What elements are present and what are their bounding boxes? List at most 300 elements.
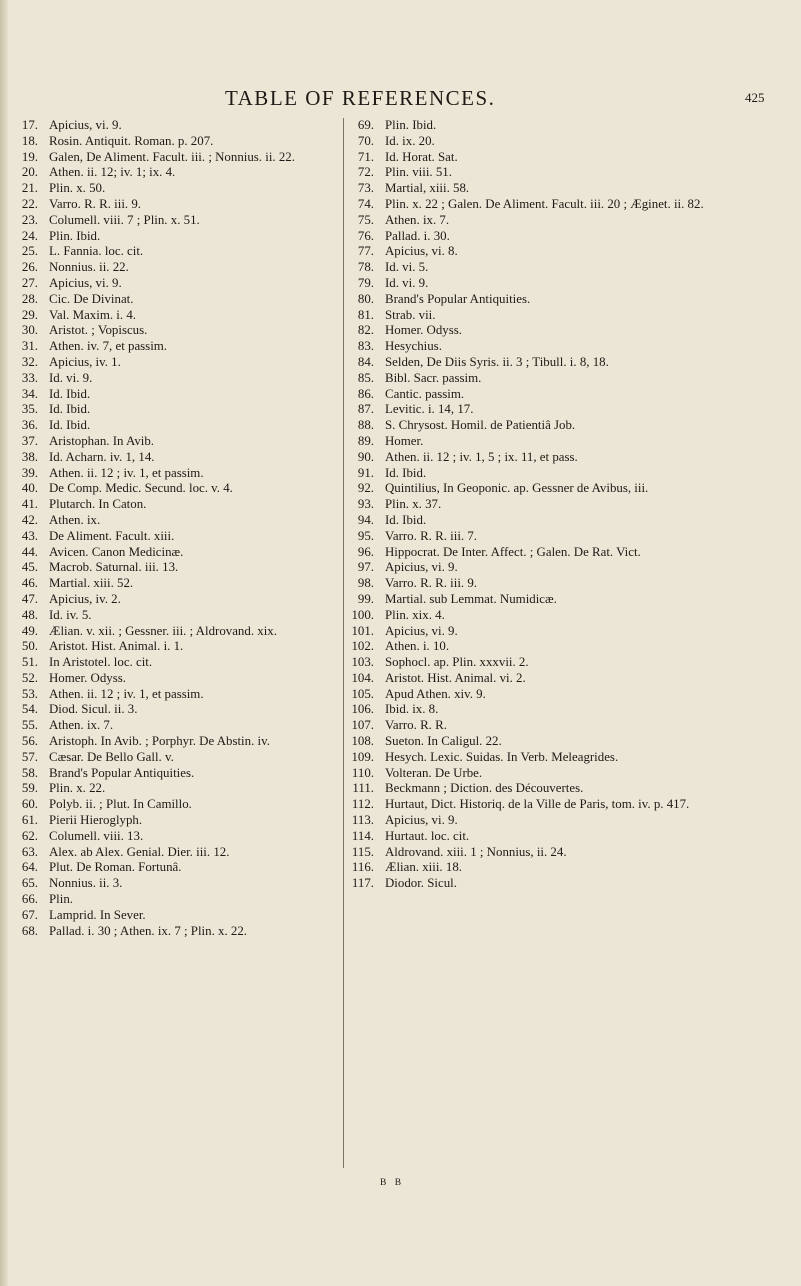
- reference-entry: [16, 150, 338, 166]
- reference-entry: [16, 308, 338, 324]
- reference-text: Hurtaut, Dict. Historiq. de la Ville de Paris, tom. iv. p. 417.: [385, 797, 690, 812]
- reference-entry: [348, 355, 788, 371]
- reference-entry: [16, 813, 338, 829]
- reference-number: 55.: [21, 718, 38, 733]
- reference-text: Athen. ix. 7.: [49, 718, 114, 733]
- reference-text: Hesychius.: [385, 339, 442, 354]
- reference-number: 104.: [351, 670, 374, 685]
- reference-number: 87.: [357, 402, 374, 417]
- reference-text: Pierii Hieroglyph.: [49, 813, 143, 828]
- reference-entry: [348, 718, 788, 734]
- reference-entry: [348, 323, 788, 339]
- reference-text: Id. vi. 5.: [385, 260, 429, 275]
- reference-text: Id. Horat. Sat.: [385, 149, 458, 164]
- reference-entry: [16, 608, 338, 624]
- reference-text: Nonnius. ii. 22.: [49, 260, 129, 275]
- reference-number: 30.: [21, 323, 38, 338]
- reference-entry: [16, 892, 338, 908]
- reference-text: Homer.: [385, 433, 424, 448]
- reference-text: Varro. R. R. iii. 9.: [49, 196, 142, 211]
- reference-entry: [16, 908, 338, 924]
- reference-entry: [348, 813, 788, 829]
- reference-text: Homer. Odyss.: [49, 670, 126, 685]
- reference-entry: [16, 845, 338, 861]
- reference-entry: [348, 197, 788, 213]
- reference-entry: [348, 545, 788, 561]
- reference-number: 27.: [21, 275, 38, 290]
- reference-text: Aristot. ; Vopiscus.: [49, 323, 148, 338]
- reference-number: 108.: [351, 734, 374, 749]
- reference-entry: [16, 181, 338, 197]
- reference-number: 65.: [21, 876, 38, 891]
- reference-number: 43.: [21, 528, 38, 543]
- reference-entry: [348, 734, 788, 750]
- reference-text: Strab. vii.: [385, 307, 436, 322]
- reference-number: 77.: [357, 244, 374, 259]
- reference-number: 51.: [21, 655, 38, 670]
- reference-number: 18.: [21, 133, 38, 148]
- reference-text: Id. Ibid.: [49, 386, 91, 401]
- reference-entry: [348, 860, 788, 876]
- reference-text: Apicius, vi. 9.: [385, 560, 458, 575]
- reference-text: Beckmann ; Diction. des Découvertes.: [385, 781, 584, 796]
- reference-text: Aristot. Hist. Animal. i. 1.: [49, 639, 184, 654]
- reference-entry: [16, 592, 338, 608]
- reference-number: 115.: [351, 844, 374, 859]
- reference-number: 67.: [21, 907, 38, 922]
- reference-entry: [16, 687, 338, 703]
- reference-entry: [16, 292, 338, 308]
- reference-text: Hippocrat. De Inter. Affect. ; Galen. De Rat. Vict.: [385, 544, 641, 559]
- reference-entry: [16, 244, 338, 260]
- reference-entry: [348, 829, 788, 845]
- reference-number: 35.: [21, 402, 38, 417]
- reference-text: Pallad. i. 30 ; Athen. ix. 7 ; Plin. x. 22.: [49, 923, 248, 938]
- reference-entry: [16, 323, 338, 339]
- reference-number: 22.: [21, 196, 38, 211]
- reference-entry: [348, 466, 788, 482]
- reference-text: Avicen. Canon Medicinæ.: [49, 544, 184, 559]
- reference-text: Id. Ibid.: [385, 512, 427, 527]
- reference-entry: [348, 687, 788, 703]
- reference-number: 25.: [21, 244, 38, 259]
- reference-number: 44.: [21, 544, 38, 559]
- reference-text: Galen, De Aliment. Facult. iii. ; Nonnius. ii. 22.: [49, 149, 295, 164]
- reference-number: 92.: [357, 481, 374, 496]
- reference-entry: [348, 766, 788, 782]
- reference-text: Apicius, vi. 9.: [385, 813, 458, 828]
- column-divider: [343, 118, 344, 1168]
- reference-number: 110.: [351, 765, 374, 780]
- reference-text: Aristot. Hist. Animal. vi. 2.: [385, 670, 526, 685]
- reference-number: 38.: [21, 449, 38, 464]
- reference-text: Apud Athen. xiv. 9.: [385, 686, 486, 701]
- reference-number: 81.: [357, 307, 374, 322]
- reference-text: Selden, De Diis Syris. ii. 3 ; Tibull. i. 8, 18.: [385, 354, 609, 369]
- reference-text: Alex. ab Alex. Genial. Dier. iii. 12.: [49, 844, 230, 859]
- reference-number: 106.: [351, 702, 374, 717]
- reference-entry: [348, 497, 788, 513]
- reference-entry: [348, 371, 788, 387]
- reference-entry: [348, 750, 788, 766]
- reference-text: Cantic. passim.: [385, 386, 465, 401]
- reference-number: 31.: [21, 339, 38, 354]
- reference-text: Athen. ix.: [49, 512, 101, 527]
- reference-number: 52.: [21, 670, 38, 685]
- reference-entry: [16, 560, 338, 576]
- reference-entry: [16, 276, 338, 292]
- reference-text: Plin. xix. 4.: [385, 607, 445, 622]
- reference-number: 26.: [21, 260, 38, 275]
- reference-entry: [16, 165, 338, 181]
- reference-entry: [16, 213, 338, 229]
- reference-number: 112.: [351, 797, 374, 812]
- reference-number: 75.: [357, 212, 374, 227]
- reference-number: 89.: [357, 433, 374, 448]
- reference-text: Apicius, vi. 9.: [49, 275, 122, 290]
- reference-number: 57.: [21, 749, 38, 764]
- reference-text: Plin. x. 22.: [49, 781, 106, 796]
- reference-entry: [16, 197, 338, 213]
- references-left-column: [16, 118, 338, 939]
- reference-number: 76.: [357, 228, 374, 243]
- reference-number: 63.: [21, 844, 38, 859]
- reference-text: Apicius, vi. 9.: [49, 118, 122, 132]
- reference-number: 23.: [21, 212, 38, 227]
- reference-number: 61.: [21, 813, 38, 828]
- reference-entry: [16, 781, 338, 797]
- reference-entry: [16, 481, 338, 497]
- reference-entry: [348, 608, 788, 624]
- reference-number: 62.: [21, 828, 38, 843]
- reference-text: Macrob. Saturnal. iii. 13.: [49, 560, 179, 575]
- reference-entry: [348, 450, 788, 466]
- reference-text: Columell. viii. 13.: [49, 828, 144, 843]
- reference-text: Levitic. i. 14, 17.: [385, 402, 474, 417]
- reference-text: Ælian. v. xii. ; Gessner. iii. ; Aldrovand. xix.: [49, 623, 277, 638]
- reference-number: 68.: [21, 923, 38, 938]
- reference-number: 37.: [21, 433, 38, 448]
- reference-entry: [16, 339, 338, 355]
- reference-entry: [16, 624, 338, 640]
- reference-number: 42.: [21, 512, 38, 527]
- reference-text: L. Fannia. loc. cit.: [49, 244, 144, 259]
- reference-number: 86.: [357, 386, 374, 401]
- reference-entry: [348, 134, 788, 150]
- reference-number: 93.: [357, 497, 374, 512]
- reference-entry: [16, 876, 338, 892]
- reference-number: 109.: [351, 749, 374, 764]
- reference-entry: [16, 529, 338, 545]
- reference-text: Quintilius, In Geoponic. ap. Gessner de Avibus, iii.: [385, 481, 649, 496]
- reference-text: Plut. De Roman. Fortunâ.: [49, 860, 182, 875]
- reference-entry: [348, 481, 788, 497]
- reference-number: 21.: [21, 181, 38, 196]
- reference-text: Hesych. Lexic. Suidas. In Verb. Meleagrides.: [385, 749, 619, 764]
- reference-entry: [16, 434, 338, 450]
- reference-entry: [16, 402, 338, 418]
- reference-text: Id. vi. 9.: [49, 370, 93, 385]
- reference-number: 58.: [21, 765, 38, 780]
- reference-number: 79.: [357, 275, 374, 290]
- reference-entry: [16, 797, 338, 813]
- reference-number: 111.: [352, 781, 374, 796]
- reference-text: De Comp. Medic. Secund. loc. v. 4.: [49, 481, 233, 496]
- reference-entry: [348, 845, 788, 861]
- reference-number: 78.: [357, 260, 374, 275]
- reference-number: 85.: [357, 370, 374, 385]
- reference-number: 70.: [357, 133, 374, 148]
- reference-entry: [348, 229, 788, 245]
- reference-text: Plin. x. 37.: [385, 497, 442, 512]
- reference-entry: [348, 276, 788, 292]
- reference-number: 96.: [357, 544, 374, 559]
- reference-entry: [16, 497, 338, 513]
- reference-text: Plutarch. In Caton.: [49, 497, 147, 512]
- reference-number: 71.: [357, 149, 374, 164]
- reference-text: Columell. viii. 7 ; Plin. x. 51.: [49, 212, 200, 227]
- reference-text: De Aliment. Facult. xiii.: [49, 528, 175, 543]
- reference-entry: [16, 371, 338, 387]
- reference-number: 74.: [357, 196, 374, 211]
- reference-text: Diod. Sicul. ii. 3.: [49, 702, 138, 717]
- reference-number: 69.: [357, 118, 374, 132]
- reference-entry: [348, 244, 788, 260]
- reference-entry: [348, 402, 788, 418]
- reference-entry: [348, 639, 788, 655]
- reference-text: Apicius, iv. 2.: [49, 591, 121, 606]
- reference-number: 54.: [21, 702, 38, 717]
- reference-text: Brand's Popular Antiquities.: [49, 765, 195, 780]
- reference-number: 48.: [21, 607, 38, 622]
- reference-text: Sophocl. ap. Plin. xxxvii. 2.: [385, 655, 529, 670]
- reference-text: Volteran. De Urbe.: [385, 765, 483, 780]
- reference-text: Val. Maxim. i. 4.: [49, 307, 137, 322]
- reference-text: Homer. Odyss.: [385, 323, 462, 338]
- reference-number: 82.: [357, 323, 374, 338]
- reference-number: 113.: [351, 813, 374, 828]
- reference-entry: [16, 829, 338, 845]
- reference-number: 101.: [351, 623, 374, 638]
- reference-number: 56.: [21, 734, 38, 749]
- reference-entry: [348, 576, 788, 592]
- reference-number: 33.: [21, 370, 38, 385]
- reference-text: Brand's Popular Antiquities.: [385, 291, 531, 306]
- reference-text: Id. ix. 20.: [385, 133, 435, 148]
- reference-number: 84.: [357, 354, 374, 369]
- reference-entry: [348, 150, 788, 166]
- reference-text: Id. Ibid.: [49, 418, 91, 433]
- reference-entry: [16, 387, 338, 403]
- reference-entry: [348, 418, 788, 434]
- reference-text: Athen. ii. 12 ; iv. 1, 5 ; ix. 11, et pass.: [385, 449, 578, 464]
- reference-entry: [16, 466, 338, 482]
- reference-number: 29.: [21, 307, 38, 322]
- reference-entry: [348, 260, 788, 276]
- reference-entry: [348, 308, 788, 324]
- reference-entry: [348, 592, 788, 608]
- reference-number: 88.: [357, 418, 374, 433]
- reference-text: Id. vi. 9.: [385, 275, 429, 290]
- reference-text: Hurtaut. loc. cit.: [385, 828, 470, 843]
- reference-entry: [348, 513, 788, 529]
- reference-entry: [348, 387, 788, 403]
- reference-number: 97.: [357, 560, 374, 575]
- reference-text: Varro. R. R. iii. 7.: [385, 528, 478, 543]
- reference-entry: [16, 545, 338, 561]
- reference-entry: [16, 639, 338, 655]
- reference-entry: [348, 118, 788, 134]
- reference-entry: [348, 529, 788, 545]
- reference-entry: [16, 924, 338, 940]
- reference-text: Plin. Ibid.: [385, 118, 437, 132]
- reference-number: 24.: [21, 228, 38, 243]
- reference-entry: [348, 181, 788, 197]
- reference-entry: [348, 876, 788, 892]
- printer-signature: B B: [380, 1178, 405, 1188]
- reference-entry: [16, 718, 338, 734]
- reference-number: 80.: [357, 291, 374, 306]
- reference-text: Id. Ibid.: [49, 402, 91, 417]
- reference-number: 66.: [21, 892, 38, 907]
- reference-text: In Aristotel. loc. cit.: [49, 655, 153, 670]
- reference-text: Aristoph. In Avib. ; Porphyr. De Abstin. iv.: [49, 734, 270, 749]
- reference-number: 117.: [351, 876, 374, 891]
- reference-text: Varro. R. R. iii. 9.: [385, 576, 478, 591]
- reference-text: Martial, xiii. 58.: [385, 181, 470, 196]
- reference-number: 105.: [351, 686, 374, 701]
- reference-number: 100.: [351, 607, 374, 622]
- reference-text: Ibid. ix. 8.: [385, 702, 439, 717]
- reference-entry: [16, 418, 338, 434]
- reference-entry: [16, 260, 338, 276]
- reference-number: 28.: [21, 291, 38, 306]
- reference-number: 98.: [357, 576, 374, 591]
- reference-number: 53.: [21, 686, 38, 701]
- reference-number: 50.: [21, 639, 38, 654]
- reference-number: 60.: [21, 797, 38, 812]
- reference-entry: [348, 292, 788, 308]
- reference-number: 94.: [357, 512, 374, 527]
- reference-entry: [348, 339, 788, 355]
- reference-entry: [16, 576, 338, 592]
- reference-text: Athen. iv. 7, et passim.: [49, 339, 168, 354]
- reference-number: 103.: [351, 655, 374, 670]
- reference-number: 41.: [21, 497, 38, 512]
- reference-text: Athen. i. 10.: [385, 639, 450, 654]
- reference-text: Pallad. i. 30.: [385, 228, 450, 243]
- reference-entry: [348, 434, 788, 450]
- reference-text: Martial. sub Lemmat. Numidicæ.: [385, 591, 557, 606]
- reference-entry: [348, 213, 788, 229]
- reference-text: Athen. ii. 12; iv. 1; ix. 4.: [49, 165, 176, 180]
- reference-text: Id. Acharn. iv. 1, 14.: [49, 449, 155, 464]
- reference-number: 90.: [357, 449, 374, 464]
- reference-entry: [348, 702, 788, 718]
- reference-number: 46.: [21, 576, 38, 591]
- reference-number: 49.: [21, 623, 38, 638]
- reference-entry: [348, 560, 788, 576]
- reference-text: Apicius, vi. 8.: [385, 244, 458, 259]
- reference-text: Nonnius. ii. 3.: [49, 876, 123, 891]
- reference-number: 34.: [21, 386, 38, 401]
- reference-text: Apicius, vi. 9.: [385, 623, 458, 638]
- reference-text: Martial. xiii. 52.: [49, 576, 134, 591]
- reference-text: Plin. Ibid.: [49, 228, 101, 243]
- reference-number: 73.: [357, 181, 374, 196]
- reference-number: 19.: [21, 149, 38, 164]
- reference-number: 83.: [357, 339, 374, 354]
- reference-text: Cæsar. De Bello Gall. v.: [49, 749, 174, 764]
- reference-text: Plin. x. 50.: [49, 181, 106, 196]
- reference-text: Sueton. In Caligul. 22.: [385, 734, 502, 749]
- references-right-column: [348, 118, 788, 892]
- page-edge: [0, 0, 8, 1286]
- reference-number: 40.: [21, 481, 38, 496]
- reference-text: Bibl. Sacr. passim.: [385, 370, 482, 385]
- reference-entry: [16, 655, 338, 671]
- reference-text: Rosin. Antiquit. Roman. p. 207.: [49, 133, 214, 148]
- reference-number: 114.: [351, 828, 374, 843]
- reference-number: 45.: [21, 560, 38, 575]
- reference-text: Aristophan. In Avib.: [49, 433, 155, 448]
- reference-number: 91.: [357, 465, 374, 480]
- page-header: [0, 86, 801, 116]
- reference-text: Athen. ii. 12 ; iv. 1, et passim.: [49, 465, 204, 480]
- reference-number: 36.: [21, 418, 38, 433]
- reference-entry: [16, 750, 338, 766]
- reference-entry: [348, 671, 788, 687]
- reference-entry: [348, 165, 788, 181]
- reference-entry: [16, 134, 338, 150]
- reference-number: 99.: [357, 591, 374, 606]
- reference-text: Plin. viii. 51.: [385, 165, 452, 180]
- running-title: TABLE OF REFERENCES.: [225, 86, 496, 110]
- reference-text: Ælian. xiii. 18.: [385, 860, 462, 875]
- reference-entry: [348, 624, 788, 640]
- reference-entry: [16, 860, 338, 876]
- reference-entry: [16, 734, 338, 750]
- reference-entry: [16, 118, 338, 134]
- reference-number: 47.: [21, 591, 38, 606]
- reference-text: Athen. ii. 12 ; iv. 1, et passim.: [49, 686, 204, 701]
- reference-entry: [16, 766, 338, 782]
- reference-entry: [348, 797, 788, 813]
- reference-text: Polyb. ii. ; Plut. In Camillo.: [49, 797, 192, 812]
- reference-number: 64.: [21, 860, 38, 875]
- reference-number: 116.: [351, 860, 374, 875]
- reference-text: Varro. R. R.: [385, 718, 447, 733]
- reference-entry: [348, 781, 788, 797]
- reference-entry: [16, 671, 338, 687]
- reference-text: S. Chrysost. Homil. de Patientiâ Job.: [385, 418, 576, 433]
- reference-entry: [16, 702, 338, 718]
- reference-number: 20.: [21, 165, 38, 180]
- reference-text: Plin.: [49, 892, 73, 907]
- reference-entry: [16, 513, 338, 529]
- reference-entry: [16, 355, 338, 371]
- reference-text: Apicius, iv. 1.: [49, 354, 121, 369]
- reference-number: 72.: [357, 165, 374, 180]
- reference-text: Id. iv. 5.: [49, 607, 92, 622]
- reference-entry: [16, 450, 338, 466]
- reference-number: 32.: [21, 354, 38, 369]
- reference-number: 17.: [21, 118, 38, 132]
- page-number: 425: [745, 90, 765, 105]
- reference-number: 39.: [21, 465, 38, 480]
- reference-entry: [348, 655, 788, 671]
- reference-entry: [16, 229, 338, 245]
